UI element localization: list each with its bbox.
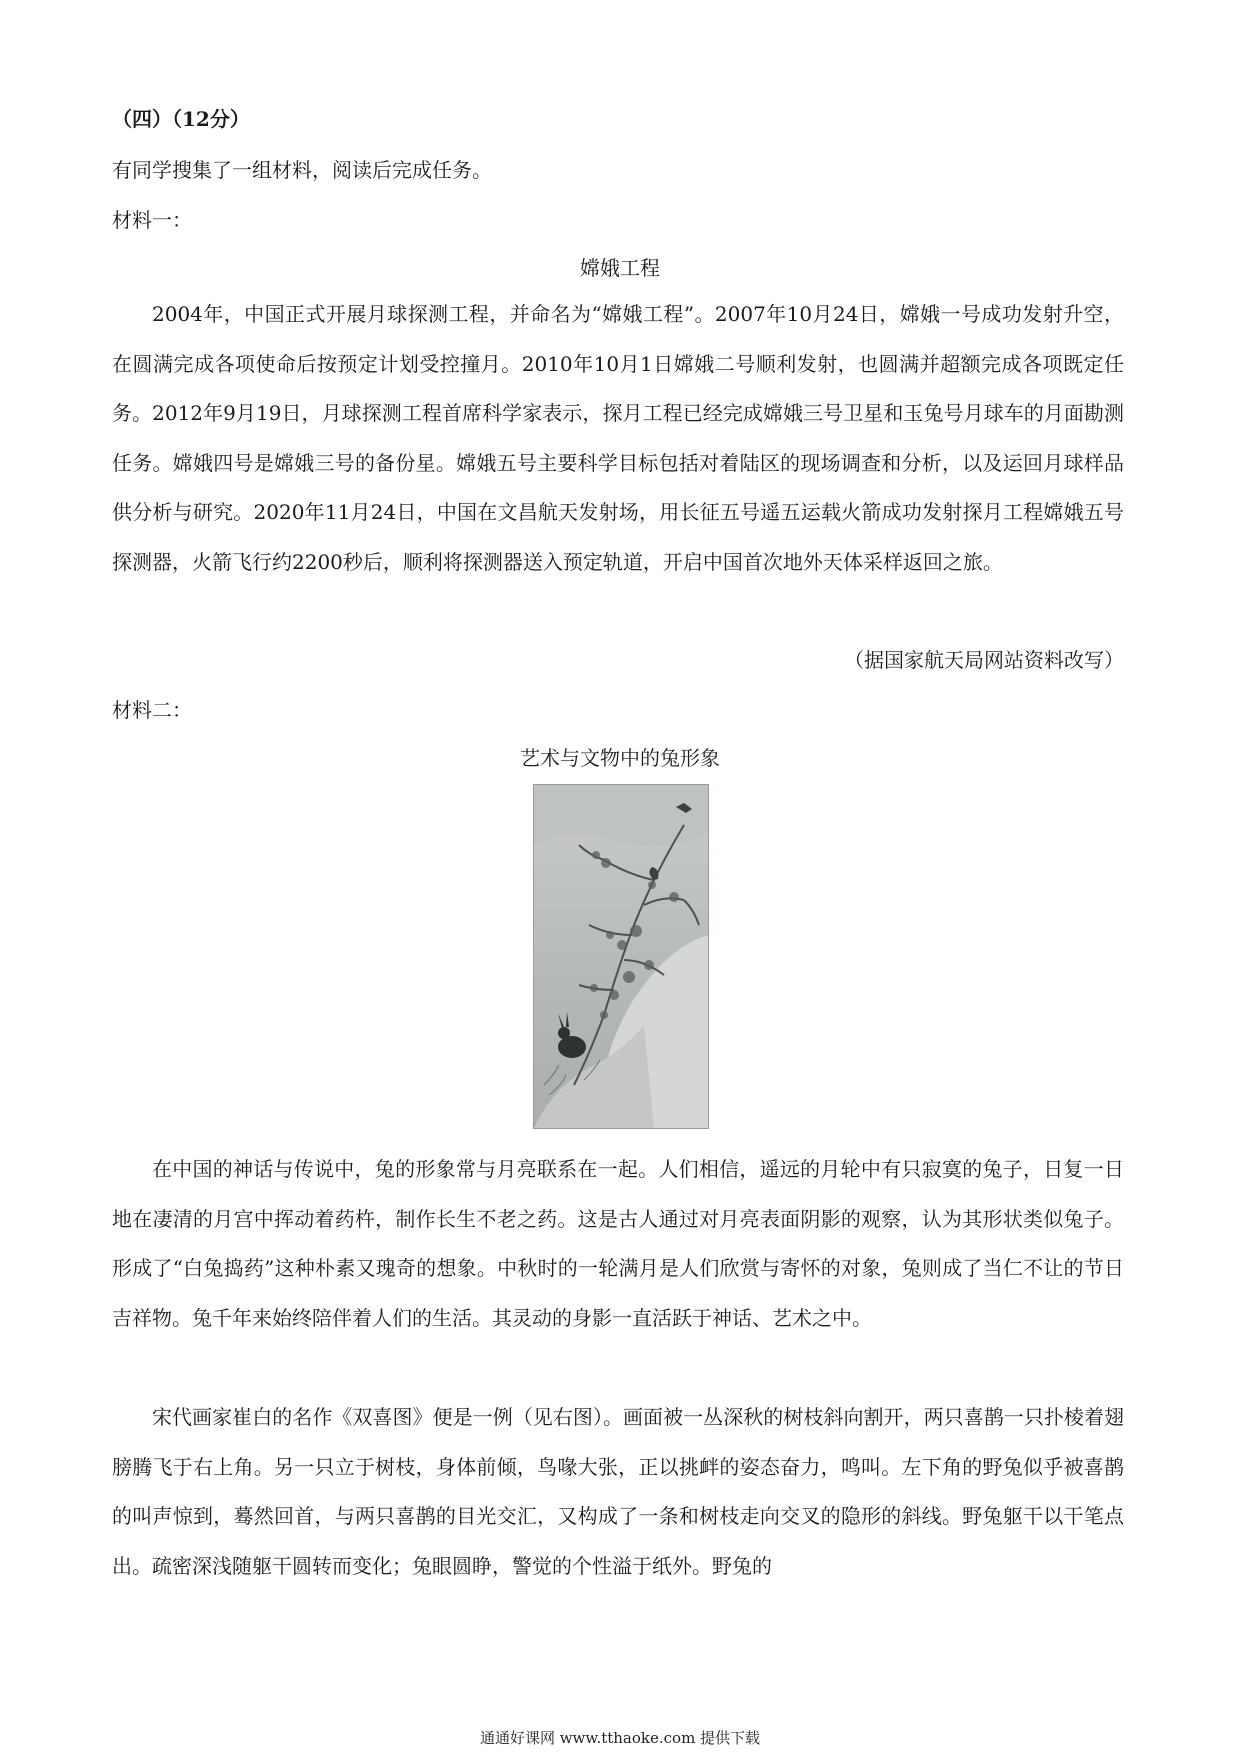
section-intro: 有同学搜集了一组材料，阅读后完成任务。 <box>112 158 492 182</box>
material1-label: 材料一： <box>112 208 192 232</box>
section-heading: （四）（12分） <box>112 107 250 131</box>
material2-para2: 宋代画家崔白的名作《双喜图》便是一例（见右图）。画面被一丛深秋的树枝斜向割开，两只喜鹊一只扑棱着翅膀腾飞于右上角。另一只立于树枝，身体前倾，鸟喙大张，正以挑衅的姿态奋力，鸣叫。左下角的野兔似乎被喜鹊的叫声惊到，蓦然回首，与两只喜鹊的目光交汇，又构成了一条和树枝走向交叉的隐形的斜线。野兔躯干以干笔点出。疏密深浅随躯干圆转而变化；兔眼圆睁，警觉的个性溢于纸外。野兔的 <box>112 1405 1124 1578</box>
material2-label: 材料二： <box>112 698 192 722</box>
material2-title: 艺术与文物中的兔形象 <box>520 746 720 770</box>
material1-title: 嫦娥工程 <box>580 256 660 280</box>
material1-body: 2004年，中国正式开展月球探测工程，并命名为“嫦娥工程”。2007年10月24日，嫦娥一号成功发射升空，在圆满完成各项使命后按预定计划受控撞月。2010年10月1日嫦娥二号顺利发射，也圆满并超额完成各项既定任务。2012年9月19日，月球探测工程首席科学家表示，探月工程已经完成嫦娥三号卫星和玉兔号月球车的月面勘测任务。嫦娥四号是嫦娥三号的备份星。嫦娥五号主要科学目标包括对着陆区的现场调查和分析，以及运回月球样品供分析与研究。2020年11月24日，中国在文昌航天发射场，用长征五号遥五运载火箭成功发射探月工程嫦娥五号探测器，火箭飞行约2200秒后，顺利将探测器送入预定轨道，开启中国首次地外天体采样返回之旅。 <box>112 302 1124 574</box>
painting-image <box>533 784 709 1129</box>
painting-svg <box>534 785 708 1128</box>
page-footer: 通通好课网 www.tthaoke.com 提供下载 <box>479 1729 761 1747</box>
material2-para1: 在中国的神话与传说中，兔的形象常与月亮联系在一起。人们相信，遥远的月轮中有只寂寞的兔子，日复一日地在凄清的月宫中挥动着药杵，制作长生不老之药。这是古人通过对月亮表面阴影的观察，认为其形状类似兔子。形成了“白兔捣药”这种朴素又瑰奇的想象。中秋时的一轮满月是人们欣赏与寄怀的对象，兔则成了当仁不让的节日吉祥物。兔千年来始终陪伴着人们的生活。其灵动的身影一直活跃于神话、艺术之中。 <box>112 1157 1124 1330</box>
material1-source: （据国家航天局网站资料改写） <box>844 648 1124 672</box>
